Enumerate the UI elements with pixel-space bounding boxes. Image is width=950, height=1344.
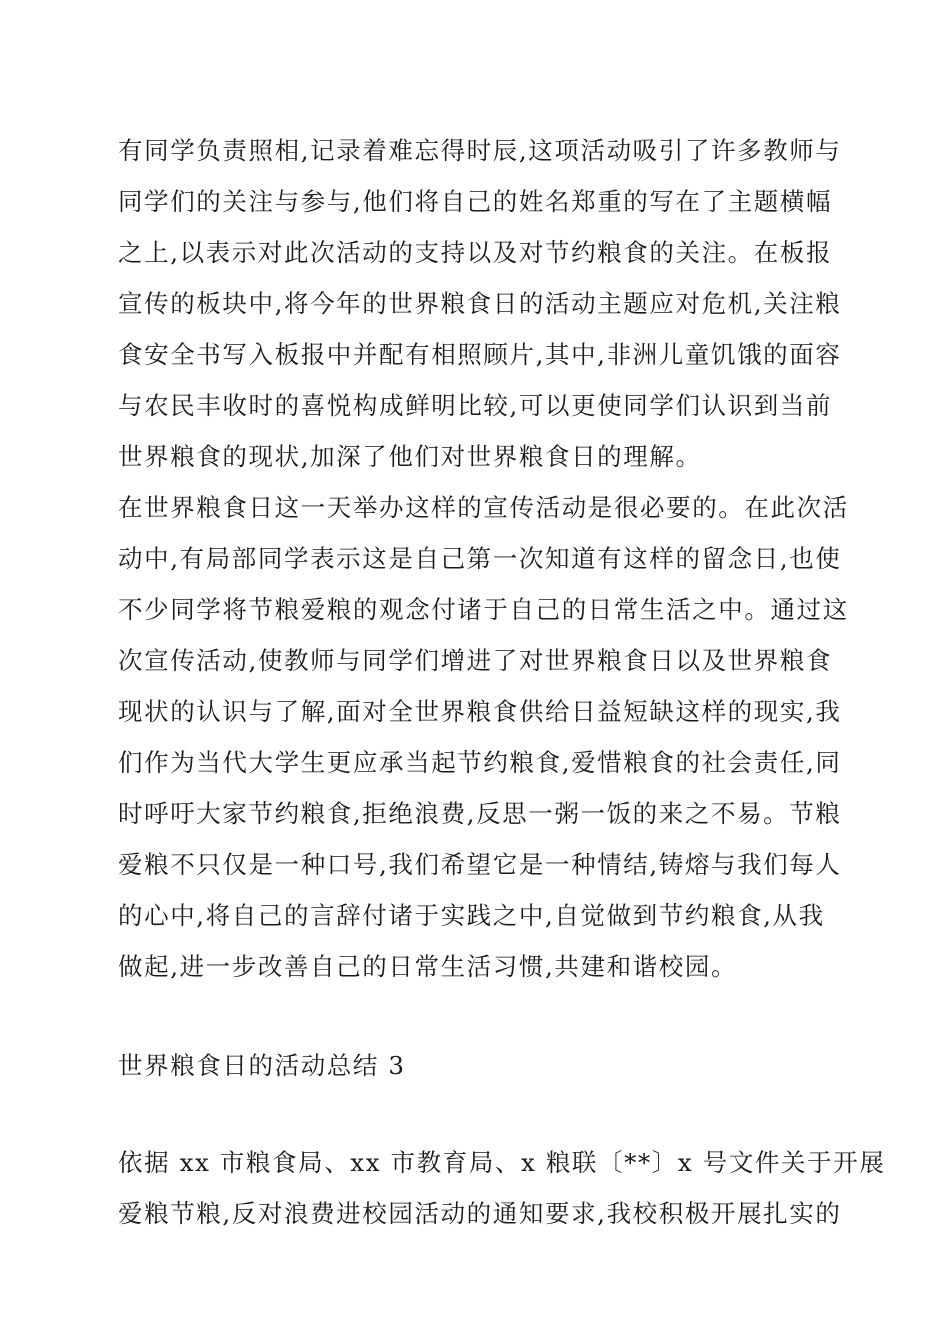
section-heading: 世界粮食日的活动总结 3 <box>118 1051 406 1080</box>
paragraph-2-line: 在世界粮食日这一天举办这样的宣传活动是很必要的。在此次活 <box>118 493 849 522</box>
paragraph-1-line: 宣传的板块中,将今年的世界粮食日的活动主题应对危机,关注粮 <box>118 289 842 318</box>
paragraph-1-line: 有同学负责照相,记录着难忘得时辰,这项活动吸引了许多教师与 <box>118 136 842 165</box>
paragraph-3-line: 爱粮节粮,反对浪费进校园活动的通知要求,我校积极开展扎实的 <box>118 1199 842 1228</box>
paragraph-1-line: 与农民丰收时的喜悦构成鲜明比较,可以更使同学们认识到当前 <box>118 391 833 420</box>
paragraph-1-line: 之上,以表示对此次活动的支持以及对节约粮食的关注。在板报 <box>118 238 833 267</box>
paragraph-1-line: 同学们的关注与参与,他们将自己的姓名郑重的写在了主题横幅 <box>118 187 833 216</box>
paragraph-2-line: 们作为当代大学生更应承当起节约粮食,爱惜粮食的社会责任,同 <box>118 748 842 777</box>
paragraph-1-line: 食安全书写入板报中并配有相照顾片,其中,非洲儿童饥饿的面容 <box>118 340 842 369</box>
paragraph-2-line: 次宣传活动,使教师与同学们增进了对世界粮食日以及世界粮食 <box>118 646 833 675</box>
paragraph-2-line: 现状的认识与了解,面对全世界粮食供给日益短缺这样的现实,我 <box>118 697 842 726</box>
paragraph-2-line: 动中,有局部同学表示这是自己第一次知道有这样的留念日,也使 <box>118 544 842 573</box>
paragraph-2-line: 爱粮不只仅是一种口号,我们希望它是一种情结,铸熔与我们每人 <box>118 850 842 879</box>
paragraph-2-line: 时呼吁大家节约粮食,拒绝浪费,反思一粥一饭的来之不易。节粮 <box>118 799 842 828</box>
paragraph-2-line: 的心中,将自己的言辞付诸于实践之中,自觉做到节约粮食,从我 <box>118 901 825 930</box>
paragraph-3-line: 依据 xx 市粮食局、xx 市教育局、x 粮联〔**〕x 号文件关于开展 <box>118 1148 886 1177</box>
paragraph-2-line: 不少同学将节粮爱粮的观念付诸于自己的日常生活之中。通过这 <box>118 595 849 624</box>
paragraph-2-line: 做起,进一步改善自己的日常生活习惯,共建和谐校园。 <box>118 952 738 981</box>
paragraph-1-line: 世界粮食的现状,加深了他们对世界粮食日的理解。 <box>118 442 702 471</box>
